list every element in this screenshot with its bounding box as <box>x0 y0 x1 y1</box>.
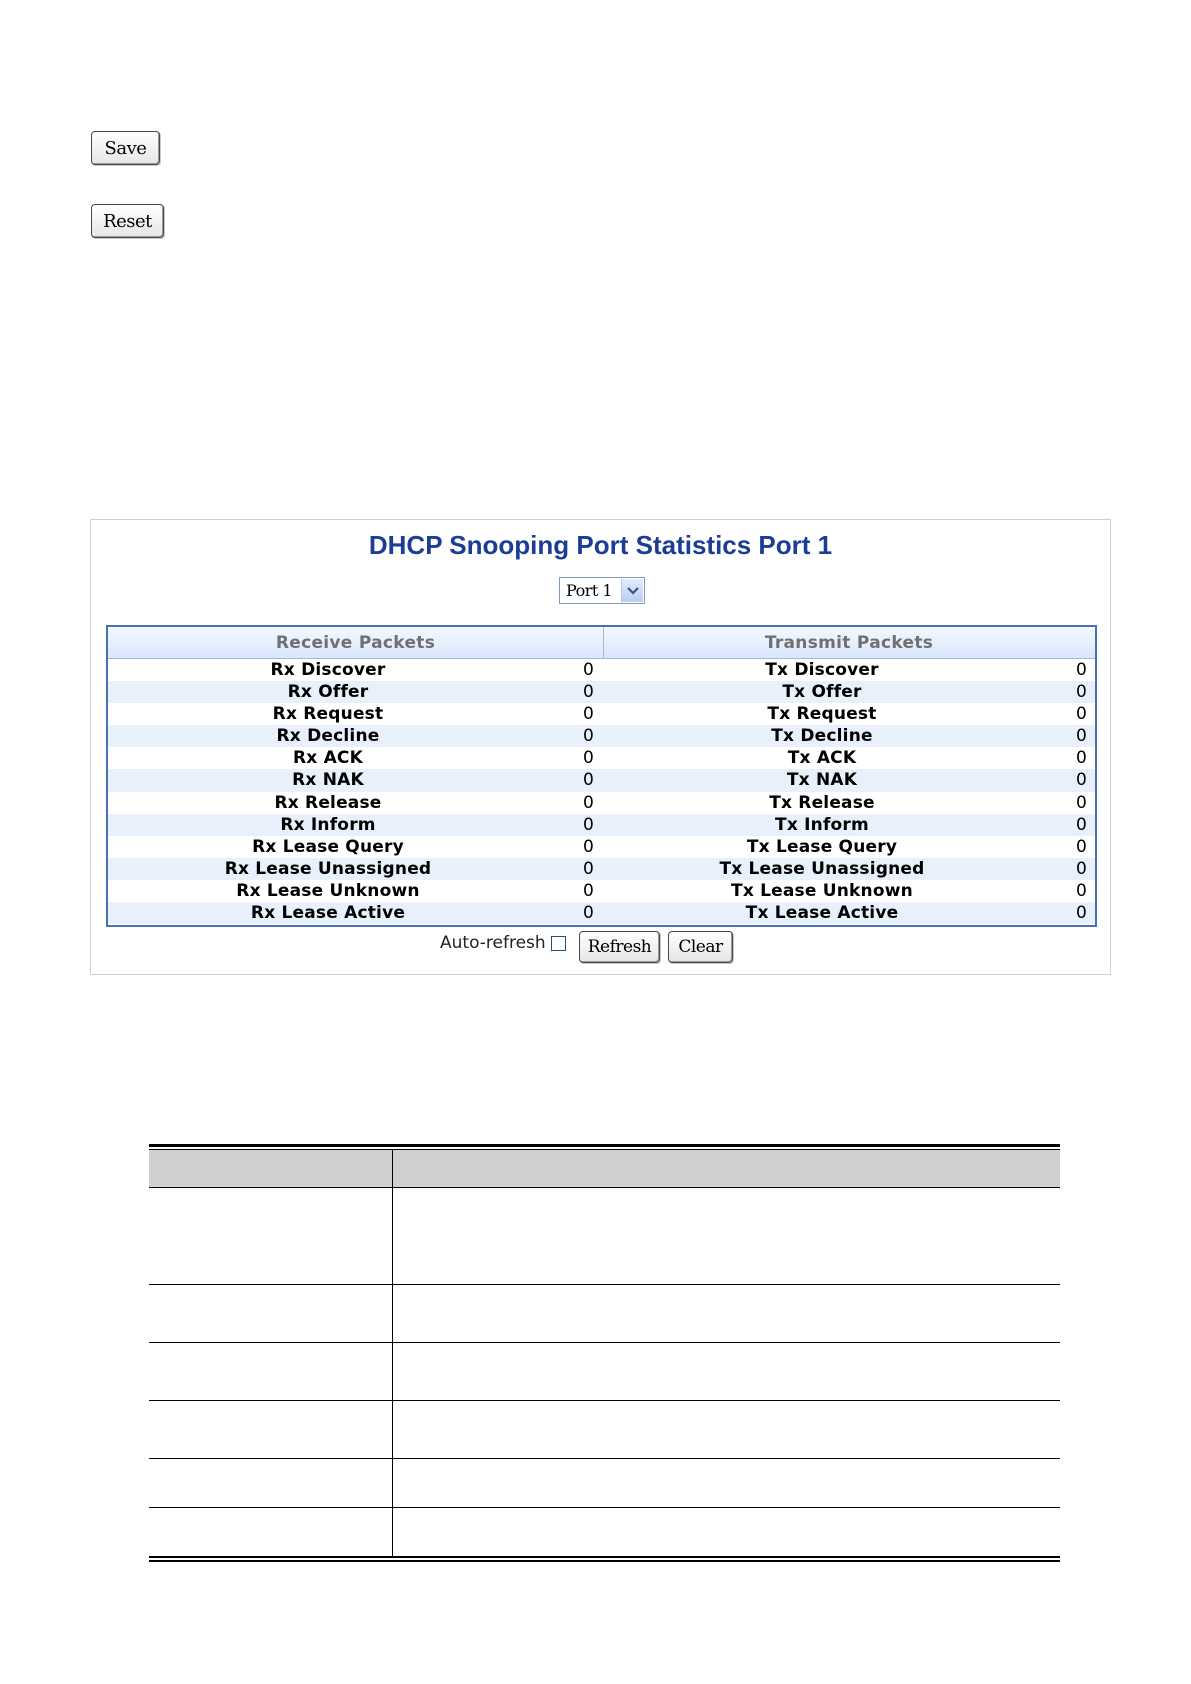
rx-label: Rx Lease Query <box>252 836 404 857</box>
tx-value: 0 <box>1076 792 1087 813</box>
tx-value: 0 <box>1076 770 1087 791</box>
rx-value: 0 <box>583 726 594 747</box>
port-select-value: Port 1 <box>566 581 613 600</box>
rx-value: 0 <box>583 660 594 680</box>
tx-value: 0 <box>1076 682 1087 703</box>
column-divider <box>392 1459 393 1508</box>
table-row <box>108 902 1095 924</box>
tx-value: 0 <box>1076 903 1087 924</box>
rx-label: Rx Discover <box>270 660 386 680</box>
rx-label: Rx NAK <box>292 770 364 791</box>
tx-value: 0 <box>1076 726 1087 747</box>
column-divider <box>392 1188 393 1285</box>
dhcp-snooping-stats-panel <box>90 519 1111 975</box>
rx-value: 0 <box>583 748 594 769</box>
rx-value: 0 <box>583 836 594 857</box>
tx-value: 0 <box>1076 836 1087 857</box>
tx-label: Tx Request <box>767 704 877 725</box>
description-table-top-border <box>149 1144 1060 1147</box>
tx-value: 0 <box>1076 814 1087 835</box>
reset-button[interactable]: Reset <box>91 204 164 238</box>
save-button[interactable]: Save <box>91 131 160 165</box>
table-row <box>149 1187 1060 1285</box>
table-row <box>108 703 1095 725</box>
table-row <box>108 747 1095 769</box>
tx-label: Tx Lease Query <box>746 836 898 857</box>
table-row <box>108 814 1095 836</box>
table-row <box>149 1458 1060 1508</box>
rx-value: 0 <box>583 682 594 703</box>
table-row <box>149 1342 1060 1401</box>
description-table-header <box>149 1149 1060 1188</box>
rx-label: Rx Offer <box>287 682 369 703</box>
tx-value: 0 <box>1076 704 1087 725</box>
tx-label: Tx Lease Unknown <box>731 880 913 901</box>
tx-label: Tx Offer <box>782 682 862 703</box>
rx-label: Rx Request <box>272 704 384 725</box>
rx-label: Rx Release <box>274 792 382 813</box>
column-divider <box>392 1150 393 1188</box>
tx-label: Tx NAK <box>786 770 858 791</box>
rx-value: 0 <box>583 903 594 924</box>
tx-value: 0 <box>1076 858 1087 879</box>
column-divider <box>392 1285 393 1343</box>
page-title: DHCP Snooping Port Statistics Port 1 <box>368 530 833 560</box>
tx-label: Tx Release <box>769 792 875 813</box>
clear-button[interactable]: Clear <box>668 931 733 963</box>
tx-label: Tx ACK <box>787 748 857 769</box>
rx-value: 0 <box>583 704 594 725</box>
table-row <box>108 769 1095 791</box>
table-header <box>108 627 1095 659</box>
rx-value: 0 <box>583 770 594 791</box>
table-row <box>108 681 1095 703</box>
rx-label: Rx Lease Active <box>250 903 406 924</box>
tx-label: Tx Discover <box>765 660 879 680</box>
rx-label: Rx Decline <box>276 726 380 747</box>
tx-label: Tx Lease Active <box>745 903 899 924</box>
table-row <box>149 1400 1060 1459</box>
transmit-packets-header: Transmit Packets <box>764 633 934 653</box>
tx-label: Tx Lease Unassigned <box>719 858 925 879</box>
tx-label: Tx Decline <box>771 726 873 747</box>
rx-value: 0 <box>583 858 594 879</box>
table-row <box>108 836 1095 858</box>
rx-value: 0 <box>583 792 594 813</box>
rx-label: Rx Lease Unassigned <box>224 858 432 879</box>
rx-value: 0 <box>583 814 594 835</box>
rx-value: 0 <box>583 880 594 901</box>
tx-value: 0 <box>1076 748 1087 769</box>
refresh-button[interactable]: Refresh <box>579 931 660 963</box>
auto-refresh-checkbox[interactable] <box>551 936 566 951</box>
receive-packets-header: Receive Packets <box>108 627 604 658</box>
description-table-bottom-border <box>149 1560 1060 1562</box>
description-table-bottom-border <box>149 1556 1060 1558</box>
port-select[interactable] <box>559 577 645 604</box>
auto-refresh-label: Auto-refresh <box>440 933 546 953</box>
table-row <box>108 858 1095 880</box>
rx-label: Rx Inform <box>280 814 376 835</box>
table-row <box>149 1507 1060 1557</box>
tx-label: Tx Inform <box>775 814 869 835</box>
table-row <box>108 725 1095 747</box>
table-row <box>108 880 1095 902</box>
tx-value: 0 <box>1076 880 1087 901</box>
column-divider <box>392 1401 393 1459</box>
chevron-down-icon[interactable] <box>621 579 643 602</box>
rx-label: Rx ACK <box>293 748 363 769</box>
rx-label: Rx Lease Unknown <box>236 880 420 901</box>
statistics-rows <box>108 659 1095 924</box>
column-divider <box>392 1343 393 1401</box>
port-statistics-table <box>106 625 1097 927</box>
column-divider <box>392 1508 393 1557</box>
table-row <box>108 792 1095 814</box>
tx-value: 0 <box>1076 660 1087 680</box>
table-row <box>108 659 1095 681</box>
table-row <box>149 1284 1060 1343</box>
